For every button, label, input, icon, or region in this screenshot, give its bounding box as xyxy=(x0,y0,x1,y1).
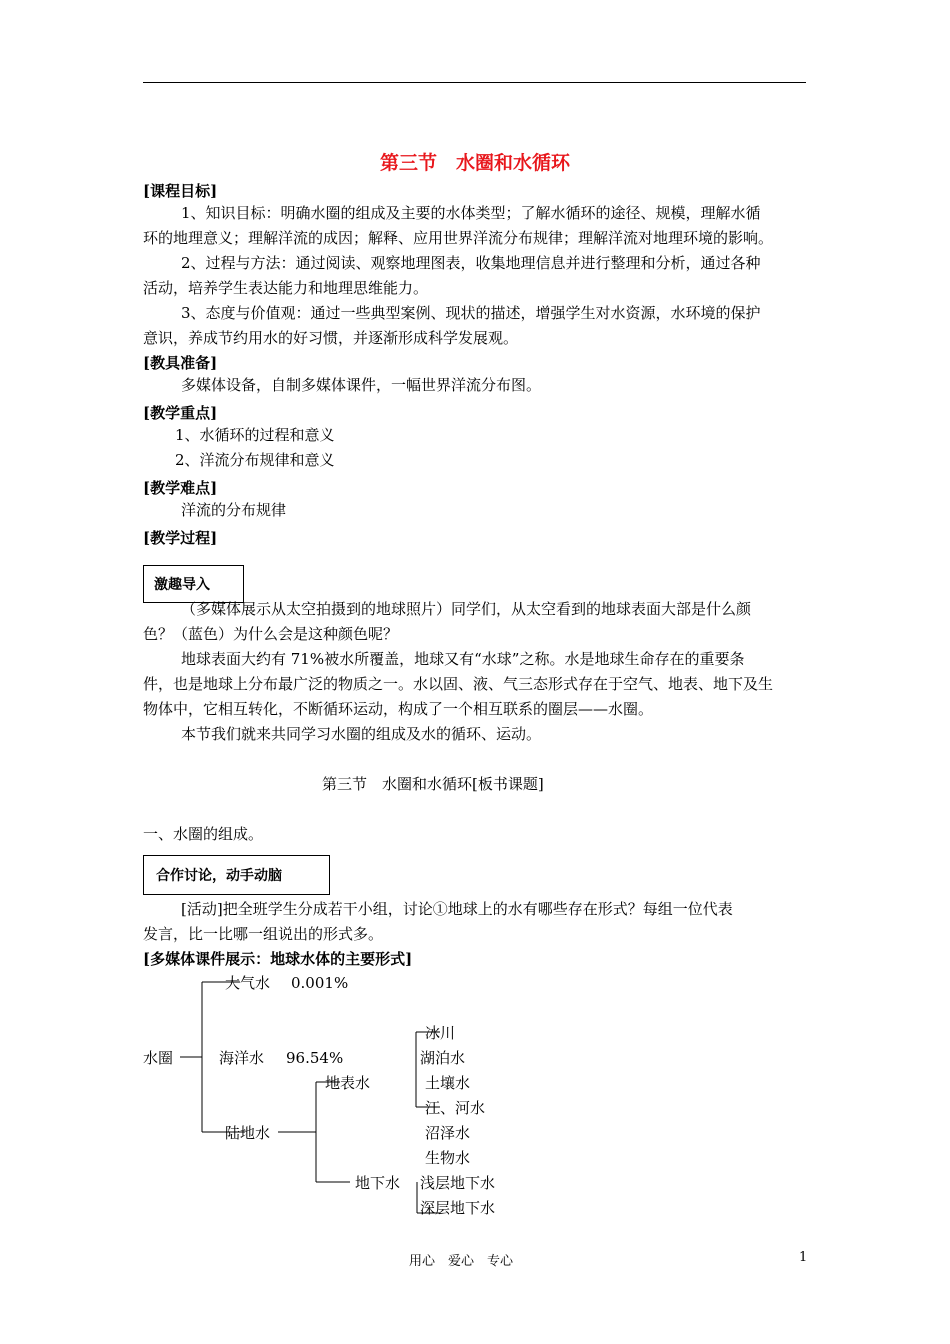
para2-line-3: 物体中，它相互转化，不断循环运动，构成了一个相互联系的圈层——水圈。 xyxy=(143,700,654,718)
goal-3-line-1: 3、态度与价值观：通过一些典型案例、现状的描述，增强学生对水资源，水环境的保护 xyxy=(181,304,761,322)
node-ocean-water: 海洋水 xyxy=(219,1049,265,1067)
header-rule xyxy=(143,82,806,83)
para2-line-1: 地球表面大约有 71%被水所覆盖，地球又有“水球”之称。水是地球生命存在的重要条 xyxy=(181,650,745,668)
intro-line-2: 色？（蓝色）为什么会是这种颜色呢？ xyxy=(143,625,399,643)
tools-text: 多媒体设备，自制多媒体课件，一幅世界洋流分布图。 xyxy=(181,376,542,394)
goal-1-line-2: 环的地理意义；理解洋流的成因；解释、应用世界洋流分布规律；理解洋流对地理环境的影响。 xyxy=(143,229,774,247)
surface-item-biological: 生物水 xyxy=(425,1149,471,1167)
process-heading: [教学过程] xyxy=(143,529,218,547)
para2-line-2: 件，也是地球上分布最广泛的物质之一。水以固、液、气三态形式存在于空气、地表、地下及生 xyxy=(143,675,774,693)
ground-item-shallow: 浅层地下水 xyxy=(420,1174,496,1192)
key-points-heading: [教学重点] xyxy=(143,404,218,422)
atmospheric-water-percent: 0.001% xyxy=(291,974,349,992)
activity-line-2: 发言，比一比哪一组说出的形式多。 xyxy=(143,925,384,943)
surface-item-soil: 土壤水 xyxy=(425,1074,471,1092)
media-heading: [多媒体课件展示：地球水体的主要形式] xyxy=(143,950,413,968)
page-title: 第三节 水圈和水循环 xyxy=(379,152,570,174)
section-1-heading: 一、水圈的组成。 xyxy=(143,825,264,843)
node-land-water: 陆地水 xyxy=(225,1124,271,1142)
footer-motto: 用心 爱心 专心 xyxy=(409,1254,514,1269)
surface-item-swamp: 沼泽水 xyxy=(425,1124,471,1142)
goal-1-line-1: 1、知识目标：明确水圈的组成及主要的水体类型；了解水循环的途径、规模，理解水循 xyxy=(181,204,761,222)
discussion-box-label: 合作讨论，动手动脑 xyxy=(156,868,282,884)
ground-item-deep: 深层地下水 xyxy=(420,1199,496,1217)
course-goals-heading: [课程目标] xyxy=(143,182,218,200)
intro-line-1: （多媒体展示从太空拍摄到的地球照片）同学们，从太空看到的地球表面大部是什么颜 xyxy=(181,600,752,618)
discussion-box xyxy=(143,855,330,895)
surface-item-lake: 湖泊水 xyxy=(420,1049,466,1067)
ocean-water-percent: 96.54% xyxy=(286,1049,344,1067)
para3: 本节我们就来共同学习水圈的组成及水的循环、运动。 xyxy=(181,725,542,743)
node-surface-water: 地表水 xyxy=(325,1074,371,1092)
board-title: 第三节 水圈和水循环[板书课题] xyxy=(322,775,544,793)
page-number: 1 xyxy=(799,1250,808,1265)
surface-item-river: 江、河水 xyxy=(425,1099,486,1117)
goal-3-line-2: 意识，养成节约用水的好习惯，并逐渐形成科学发展观。 xyxy=(143,329,519,347)
goal-2-line-1: 2、过程与方法：通过阅读、观察地理图表，收集地理信息并进行整理和分析，通过各种 xyxy=(181,254,761,272)
key-point-2: 2、洋流分布规律和意义 xyxy=(175,451,335,469)
node-atmospheric-water: 大气水 xyxy=(225,974,271,992)
difficulty-heading: [教学难点] xyxy=(143,479,218,497)
difficulty-text: 洋流的分布规律 xyxy=(181,501,287,519)
goal-2-line-2: 活动，培养学生表达能力和地理思维能力。 xyxy=(143,279,429,297)
key-point-1: 1、水循环的过程和意义 xyxy=(175,426,335,444)
tools-heading: [教具准备] xyxy=(143,354,218,372)
node-groundwater: 地下水 xyxy=(355,1174,401,1192)
activity-line-1: [活动]把全班学生分成若干小组，讨论①地球上的水有哪些存在形式？每组一位代表 xyxy=(181,900,733,918)
intro-box-label: 激趣导入 xyxy=(154,577,210,593)
node-hydrosphere: 水圈 xyxy=(143,1049,174,1067)
surface-item-glacier: 冰川 xyxy=(425,1024,456,1042)
